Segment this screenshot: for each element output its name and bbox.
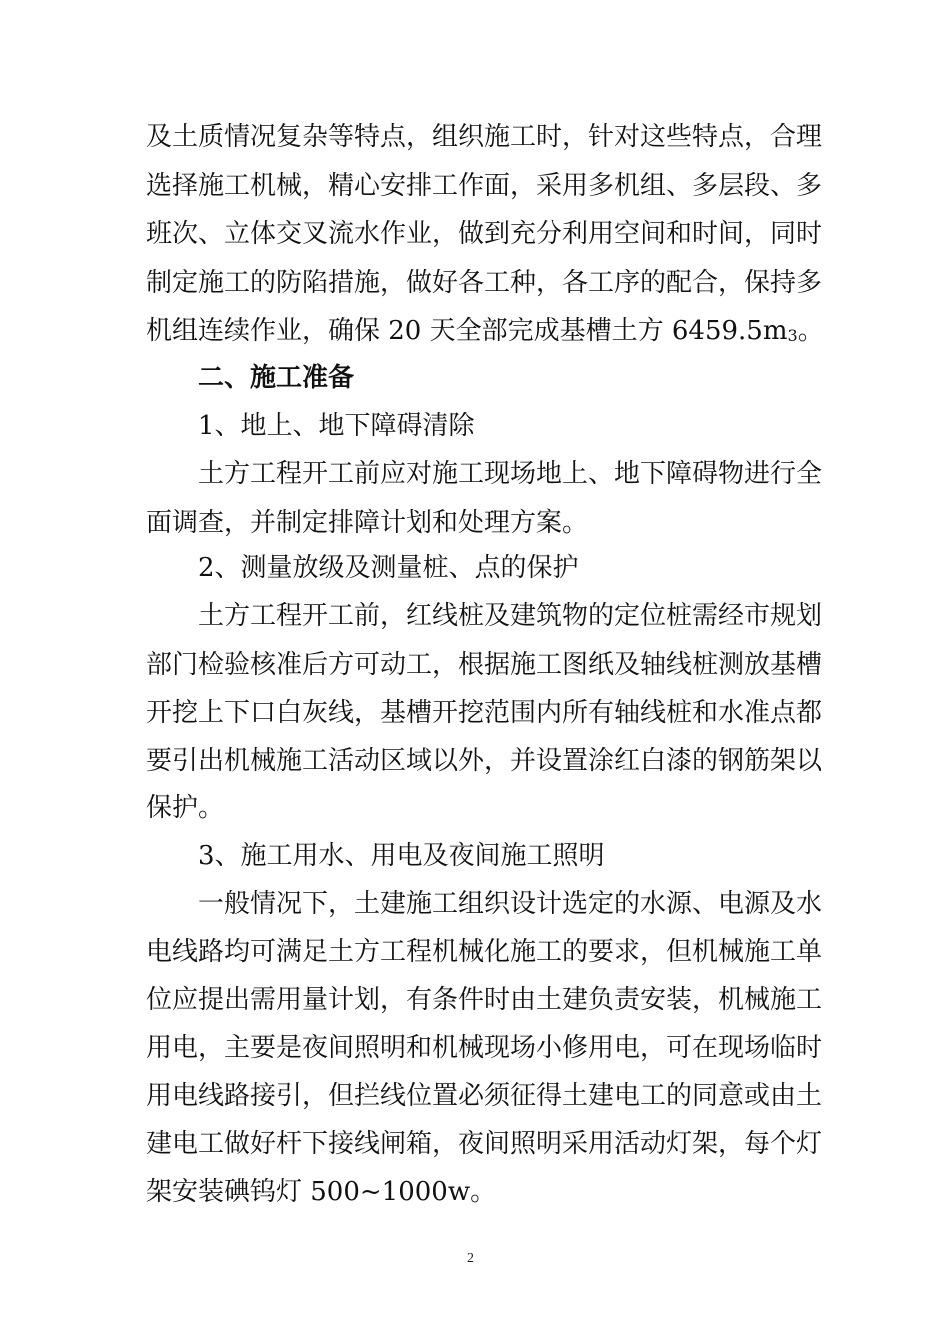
subsection-title: 3、施工用水、用电及夜间施工照明 <box>198 841 605 871</box>
paragraph-line: 位应提出需用量计划，有条件时由土建负责安装，机械施工 <box>146 985 823 1015</box>
paragraph-line-end: 。 <box>797 316 824 346</box>
document-page <box>146 0 824 1344</box>
paragraph-line: 选择施工机械，精心安排工作面，采用多机组、多层段、多 <box>146 171 823 201</box>
paragraph-line: 架安装碘钨灯 500~1000w。 <box>146 1177 497 1207</box>
paragraph-line: 班次、立体交叉流水作业，做到充分利用空间和时间，同时 <box>146 219 823 249</box>
paragraph-line: 一般情况下，土建施工组织设计选定的水源、电源及水 <box>198 889 823 919</box>
paragraph-line: 土方工程开工前应对施工现场地上、地下障碍物进行全 <box>198 459 823 489</box>
paragraph-line: 保护。 <box>146 793 225 823</box>
subsection-title: 2、测量放级及测量桩、点的保护 <box>198 553 579 583</box>
paragraph-line: 及土质情况复杂等特点，组织施工时，针对这些特点，合理 <box>146 122 823 152</box>
paragraph-line: 制定施工的防陷措施，做好各工种，各工序的配合，保持多 <box>146 268 823 298</box>
paragraph-line <box>146 313 824 354</box>
unit-superscript: 3 <box>787 326 798 345</box>
paragraph-line: 建电工做好杆下接线闸箱，夜间照明采用活动灯架，每个灯 <box>146 1129 823 1159</box>
paragraph-line: 用电线路接引，但拦线位置必须征得土建电工的同意或由土 <box>146 1081 823 1111</box>
paragraph-line: 开挖上下口白灰线，基槽开挖范围内所有轴线桩和水准点都 <box>146 698 823 728</box>
paragraph-line-text: 机组连续作业，确保 20 天全部完成基槽土方 6459.5m <box>146 316 788 346</box>
section-heading: 二、施工准备 <box>198 363 355 393</box>
page-number: 2 <box>467 1251 474 1266</box>
subsection-title: 1、地上、地下障碍清除 <box>198 411 475 441</box>
paragraph-line: 土方工程开工前，红线桩及建筑物的定位桩需经市规划 <box>198 601 823 631</box>
paragraph-line: 部门检验核准后方可动工，根据施工图纸及轴线桩测放基槽 <box>146 650 823 680</box>
paragraph-line: 要引出机械施工活动区域以外，并设置涂红白漆的钢筋架以 <box>146 746 823 776</box>
paragraph-line: 用电，主要是夜间照明和机械现场小修用电，可在现场临时 <box>146 1033 823 1063</box>
paragraph-line: 面调查，并制定排障计划和处理方案。 <box>146 508 589 538</box>
paragraph-line: 电线路均可满足土方工程机械化施工的要求，但机械施工单 <box>146 937 823 967</box>
